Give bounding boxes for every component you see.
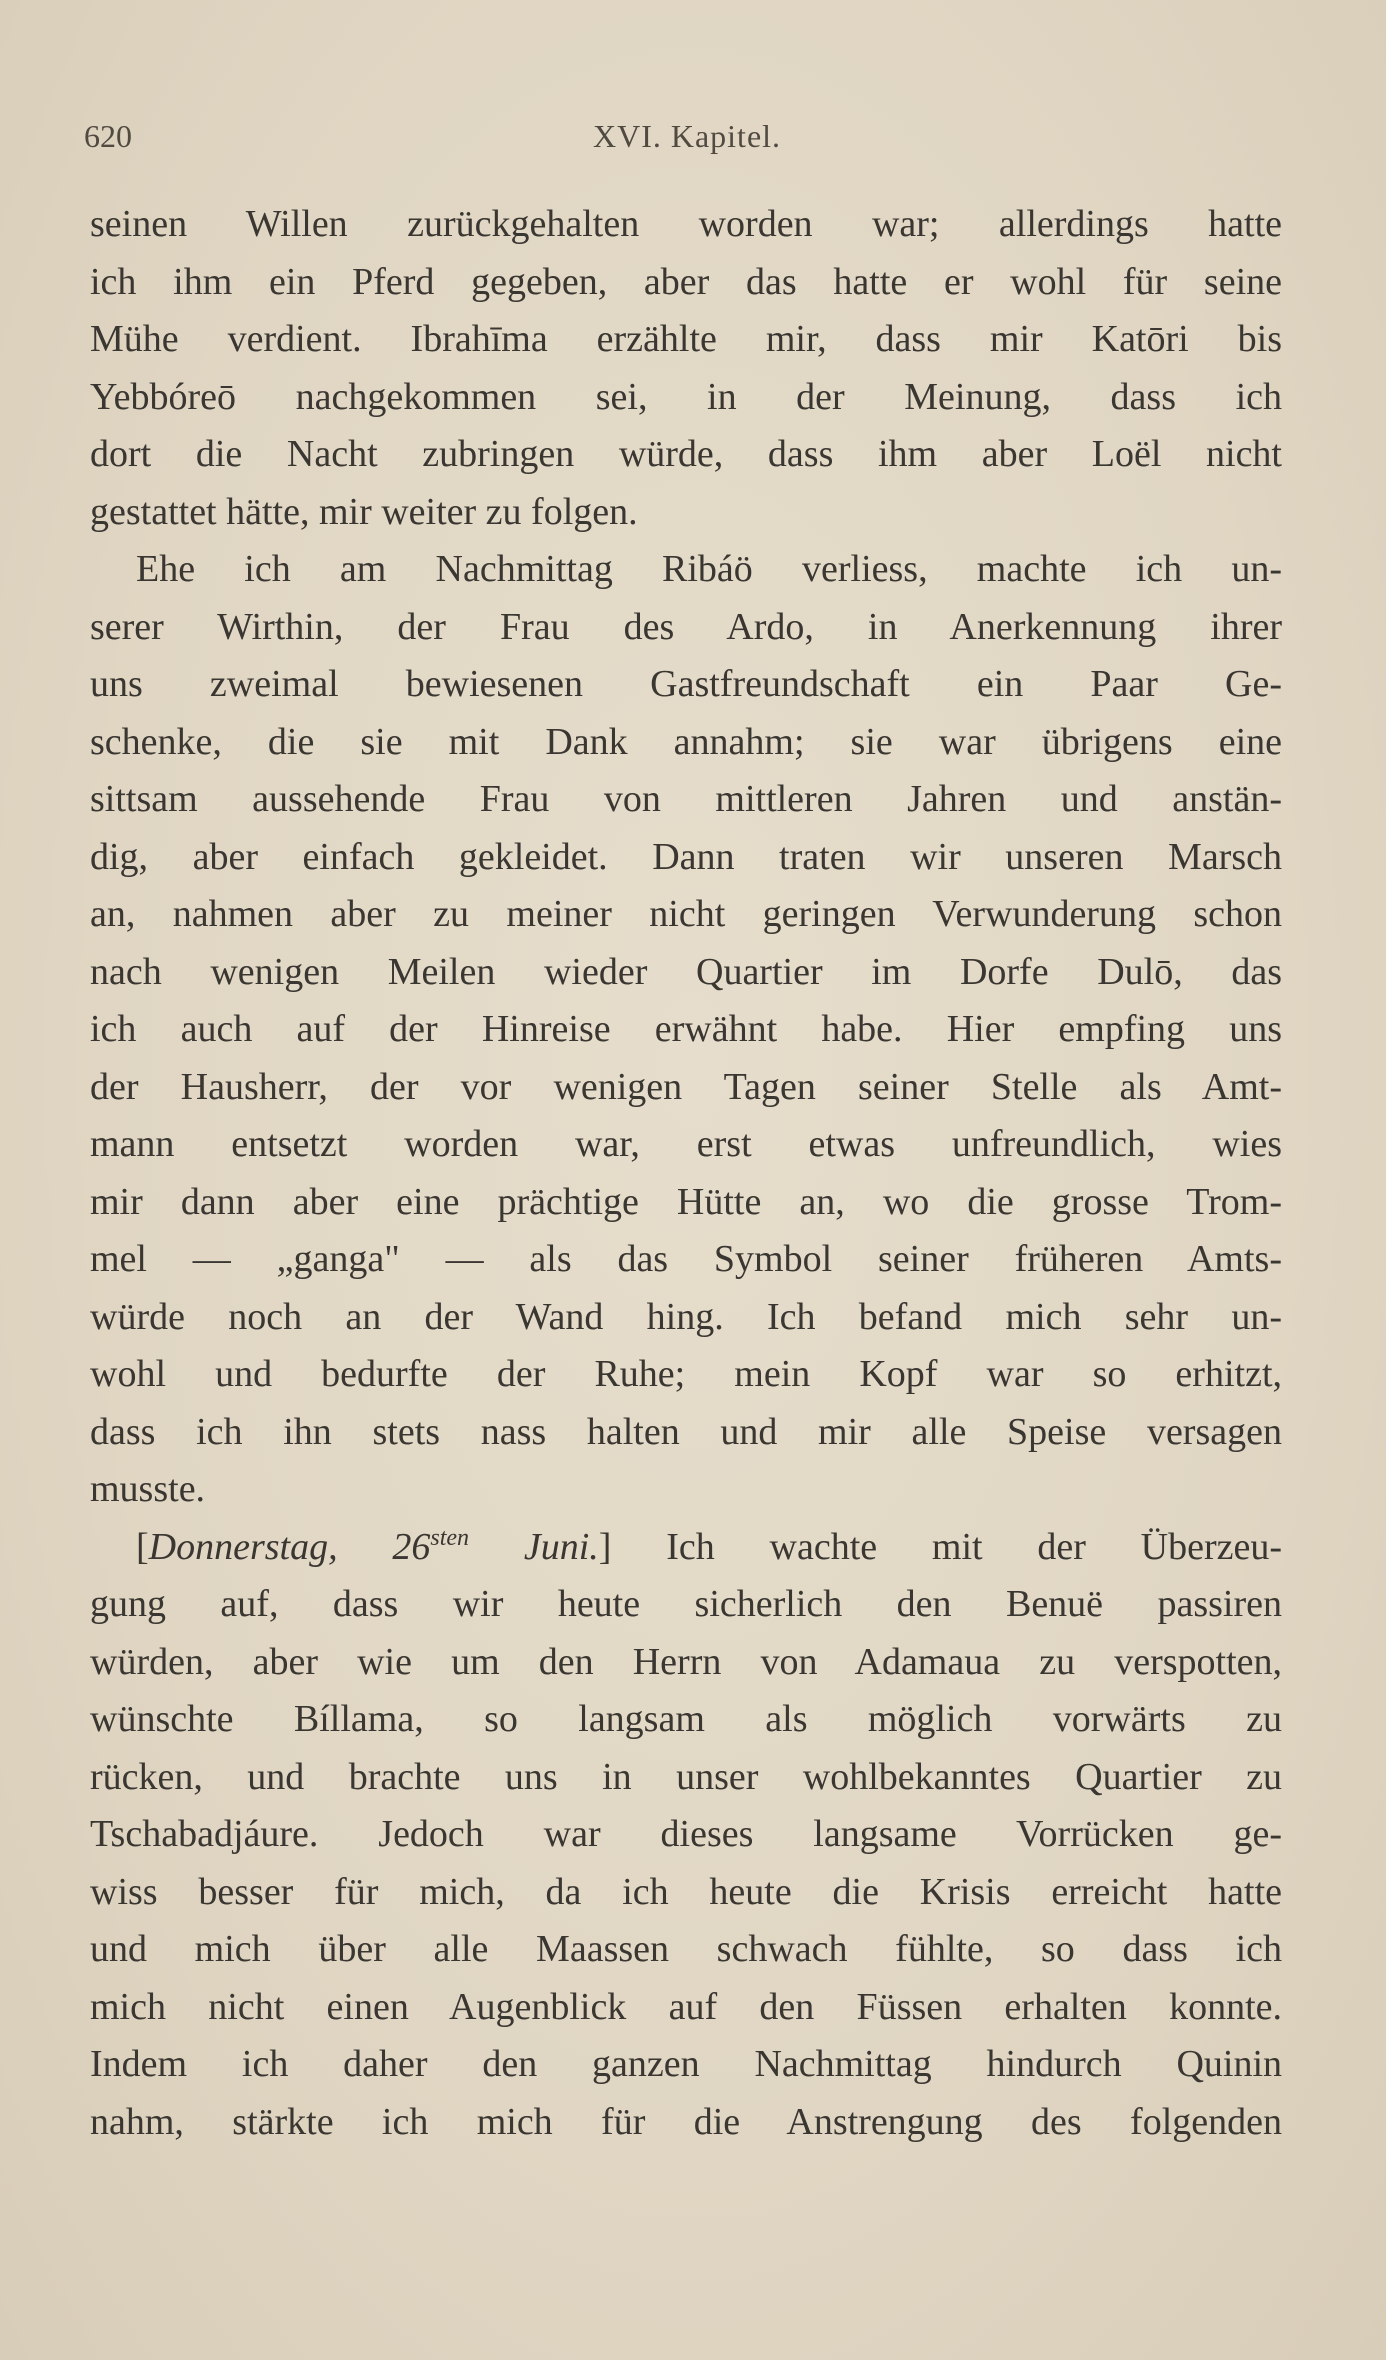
text-line: mann entsetzt worden war, erst etwas unfreundlich, wies bbox=[90, 1123, 1282, 1165]
text-line: wohl und bedurfte der Ruhe; mein Kopf war so erhitzt, bbox=[90, 1353, 1282, 1395]
text-line: mel — „ganga" — als das Symbol seiner früheren Amts- bbox=[90, 1238, 1282, 1280]
text-line: gestattet hätte, mir weiter zu folgen. bbox=[90, 490, 638, 533]
text-line: mich nicht einen Augenblick auf den Füssen erhalten konnte. bbox=[90, 1985, 1282, 2028]
text-line: wünschte Bíllama, so langsam als möglich vorwärts zu bbox=[90, 1698, 1282, 1740]
text-line: der Hausherr, der vor wenigen Tagen seiner Stelle als Amt- bbox=[90, 1065, 1282, 1108]
text-line: an, nahmen aber zu meiner nicht geringen Verwunderung schon bbox=[90, 893, 1282, 935]
text-line: gung auf, dass wir heute sicherlich den Benuë passiren bbox=[90, 1583, 1282, 1625]
text-line: dig, aber einfach gekleidet. Dann traten wir unseren Marsch bbox=[90, 835, 1282, 878]
text-line: nach wenigen Meilen wieder Quartier im Dorfe Dulō, das bbox=[90, 950, 1282, 993]
date-day-suffix: sten bbox=[430, 1524, 470, 1551]
text-line: sittsam aussehende Frau von mittleren Jahren und anstän- bbox=[90, 778, 1282, 820]
text-line: dass ich ihn stets nass halten und mir alle Speise versagen bbox=[90, 1410, 1282, 1453]
text-line: und mich über alle Maassen schwach fühlte, so dass ich bbox=[90, 1928, 1282, 1970]
text-line: würden, aber wie um den Herrn von Adamaua zu verspotten, bbox=[90, 1640, 1282, 1683]
text-line: Indem ich daher den ganzen Nachmittag hindurch Quinin bbox=[90, 2043, 1282, 2085]
page-header bbox=[84, 118, 1290, 164]
text-line: mir dann aber eine prächtige Hütte an, wo die grosse Trom- bbox=[90, 1180, 1282, 1223]
date-month: Juni. bbox=[523, 1525, 599, 1568]
text-line: ich ihm ein Pferd gegeben, aber das hatte er wohl für seine bbox=[90, 260, 1282, 303]
dated-entry-line bbox=[90, 1519, 1282, 1577]
date-bracket-open: [ bbox=[136, 1525, 149, 1568]
date-bracket-close: ] bbox=[598, 1525, 612, 1568]
text-line: Ehe ich am Nachmittag Ribáö verliess, machte ich un- bbox=[136, 548, 1282, 590]
text-line: serer Wirthin, der Frau des Ardo, in Anerkennung ihrer bbox=[90, 605, 1282, 648]
text-line: uns zweimal bewiesenen Gastfreundschaft ein Paar Ge- bbox=[90, 663, 1282, 705]
date-day: 26 bbox=[392, 1525, 431, 1568]
text-line: wiss besser für mich, da ich heute die Krisis erreicht hatte bbox=[90, 1870, 1282, 1913]
text-line: rücken, und brachte uns in unser wohlbekanntes Quartier zu bbox=[90, 1755, 1282, 1798]
text-line: musste. bbox=[90, 1468, 206, 1510]
text-line: nahm, stärkte ich mich für die Anstrengung des folgenden bbox=[90, 2100, 1282, 2143]
text-line: würde noch an der Wand hing. Ich befand mich sehr un- bbox=[90, 1295, 1282, 1338]
body-text bbox=[90, 196, 1282, 2151]
text-line: Yebbóreō nachgekommen sei, in der Meinung, dass ich bbox=[90, 375, 1282, 418]
date-weekday: Donnerstag, bbox=[148, 1525, 338, 1568]
text-line: Mühe verdient. Ibrahīma erzählte mir, dass mir Katōri bis bbox=[90, 318, 1282, 360]
text-line: dort die Nacht zubringen würde, dass ihm aber Loël nicht bbox=[90, 433, 1282, 475]
running-title: XVI. Kapitel. bbox=[592, 118, 782, 154]
text-line: ich auch auf der Hinreise erwähnt habe. Hier empfing uns bbox=[90, 1008, 1282, 1050]
text-line: schenke, die sie mit Dank annahm; sie war übrigens eine bbox=[90, 720, 1282, 763]
dated-entry-text: Ich wachte mit der Überzeu- bbox=[666, 1525, 1282, 1568]
text-line: seinen Willen zurückgehalten worden war; allerdings hatte bbox=[90, 203, 1282, 245]
text-line: Tschabadjáure. Jedoch war dieses langsame Vorrücken ge- bbox=[90, 1813, 1282, 1855]
page-number: 620 bbox=[84, 118, 132, 154]
